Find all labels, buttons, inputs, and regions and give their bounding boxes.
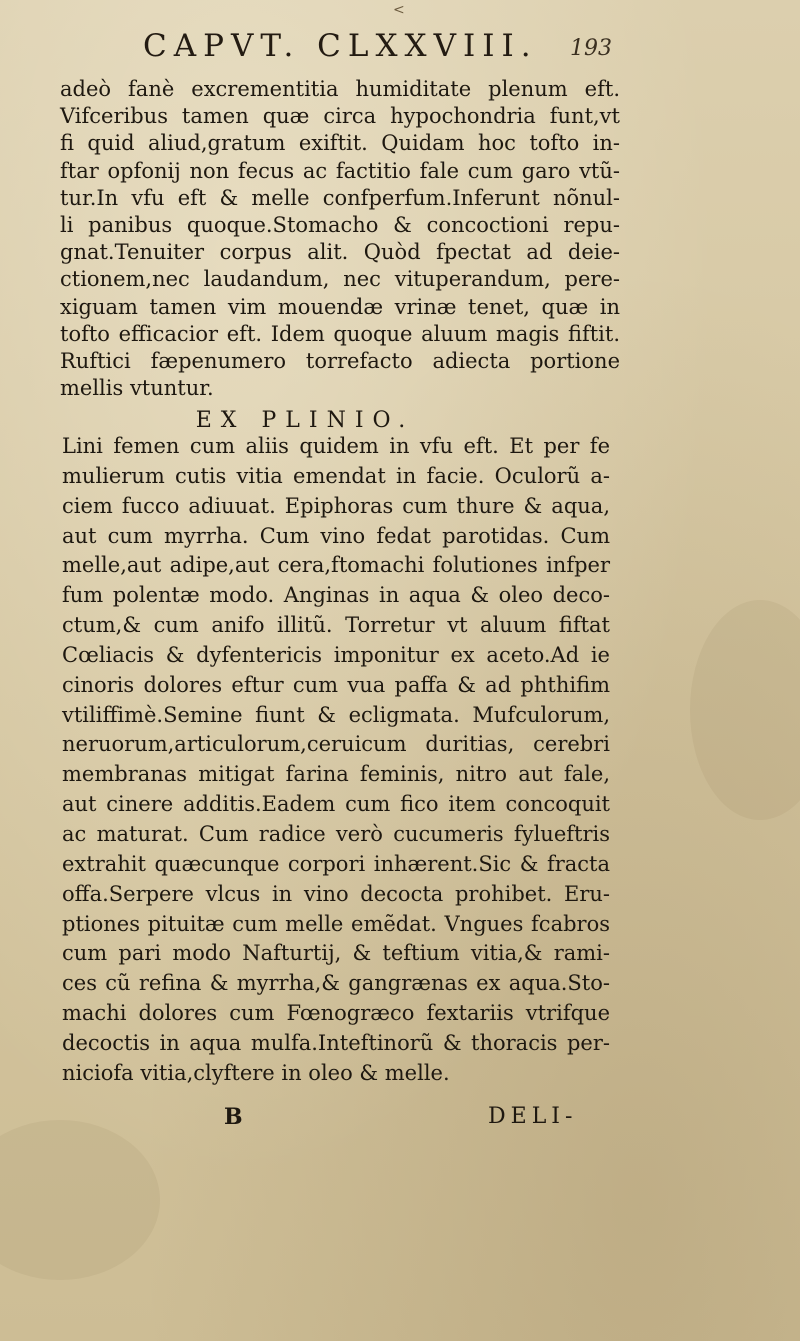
text-line: Lini femen cum aliis quidem in vfu eft. Et per fe (62, 434, 610, 458)
text-line: xiguam tamen vim mouendæ vrinæ tenet, quæ in (60, 294, 620, 319)
text-line: adeò fanè excrementitia humiditate plenum eft. (60, 77, 620, 101)
text-line: ac maturat. Cum radice verò cucumeris fylueftris (62, 821, 610, 846)
page-header (0, 24, 800, 74)
text-line: neruorum,articulorum,ceruicum duritias, cerebri (62, 732, 610, 757)
running-head: CAPVT. CLXXVIII. (143, 28, 538, 64)
text-line: cinoris dolores eftur cum vua paffa & ad phthifim (62, 672, 610, 697)
text-line: li panibus quoque.Stomacho & concoctioni repu- (60, 212, 620, 237)
text-line: Vifceribus tamen quæ circa hypochondria funt,vt (60, 104, 620, 129)
text-line: niciofa vitia,clyftere in oleo & melle. (62, 1060, 450, 1085)
page-number: 193 (570, 36, 612, 61)
text-line: mulierum cutis vitia emendat in facie. Oculorũ a- (62, 463, 610, 488)
text-line: aut cinere additis.Eadem cum fico item concoquit (62, 792, 610, 817)
text-line: melle,aut adipe,aut cera,ftomachi folutiones infper (62, 553, 610, 578)
text-block-continued (60, 76, 620, 440)
text-line: Ruftici fæpenumero torrefacto adiecta portione (60, 348, 620, 373)
text-line: extrahit quæcunque corpori inhærent.Sic & fracta (62, 851, 610, 876)
text-line: ciem fucco adiuuat. Epiphoras cum thure & aqua, (62, 493, 610, 518)
section-heading: EX PLINIO. (195, 408, 415, 434)
text-line: machi dolores cum Fœnogræco fextariis vtrifque (62, 1001, 610, 1026)
paper-stain (0, 1120, 160, 1280)
text-line: ptiones pituitæ cum melle emẽdat. Vngues fcabros (62, 911, 610, 936)
text-line: offa.Serpere vlcus in vino decocta prohibet. Eru- (62, 881, 610, 906)
text-line: ctum,& cum anifo illitũ. Torretur vt aluum fiftat (62, 613, 610, 638)
text-line: tofto efficacior eft. Idem quoque aluum magis fiftit. (60, 321, 620, 346)
text-line: fum polentæ modo. Anginas in aqua & oleo deco- (62, 583, 610, 608)
signature-mark: B (224, 1104, 243, 1130)
text-line: fi quid aliud,gratum exiftit. Quidam hoc tofto in- (60, 131, 620, 156)
text-line: aut cum myrrha. Cum vino fedat parotidas. Cum (62, 523, 610, 548)
text-line: vtiliffimè.Semine fiunt & ecligmata. Mufculorum, (62, 702, 610, 727)
top-mark: < (393, 2, 405, 18)
text-line: Cœliacis & dyfentericis imponitur ex aceto.Ad ie (62, 642, 610, 667)
text-line: gnat.Tenuiter corpus alit. Quòd fpectat ad deie- (60, 240, 620, 265)
text-line: ftar opfonij non fecus ac factitio fale cum garo vtũ- (60, 158, 620, 183)
text-block-plinio (62, 432, 610, 1089)
catchword: DELI- (488, 1104, 578, 1129)
text-line: ctionem,nec laudandum, nec vituperandum, pere- (60, 267, 620, 292)
text-line: ces cũ refina & myrrha,& gangrænas ex aqua.Sto- (62, 971, 610, 996)
text-line: cum pari modo Nafturtij, & teftium vitia,& rami- (62, 941, 610, 966)
paper-stain (690, 600, 800, 820)
text-line: mellis vtuntur. (60, 376, 214, 401)
text-line: tur.In vfu eft & melle confperfum.Inferunt nõnul- (60, 185, 620, 210)
text-line: membranas mitigat farina feminis, nitro aut fale, (62, 762, 610, 787)
text-line: decoctis in aqua mulfa.Inteftinorũ & thoracis per- (62, 1030, 610, 1055)
